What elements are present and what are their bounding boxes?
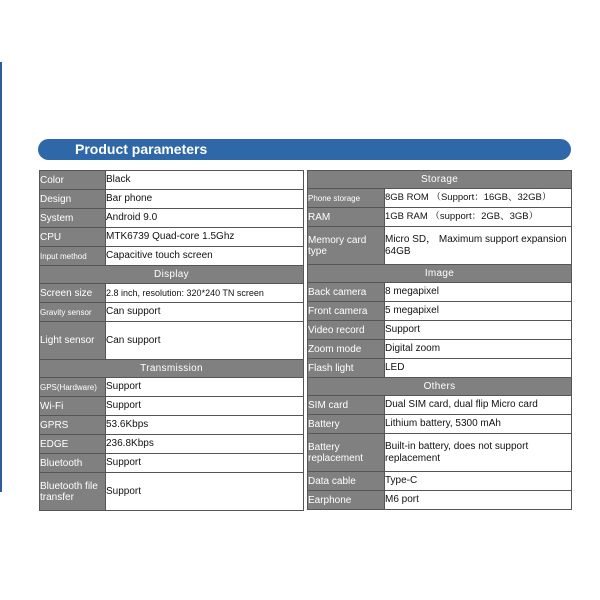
- param-value: 1GB RAM （support：2GB、3GB）: [385, 208, 572, 227]
- param-row-cpu: [40, 228, 304, 247]
- section-title-others: Others: [308, 378, 572, 396]
- param-value: Can support: [106, 322, 304, 360]
- param-value: Android 9.0: [106, 209, 304, 228]
- param-value: Support: [106, 473, 304, 511]
- param-row-ram: [308, 208, 572, 227]
- param-row-front-camera: [308, 302, 572, 321]
- product-parameters-header: [38, 139, 571, 160]
- param-label: Memory card type: [308, 227, 385, 265]
- param-row-battery-replacement: [308, 434, 572, 472]
- param-value: Black: [106, 171, 304, 190]
- section-row-others: [308, 378, 572, 396]
- param-label: Gravity sensor: [40, 303, 106, 322]
- param-row-zoom-mode: [308, 340, 572, 359]
- param-label: Flash light: [308, 359, 385, 378]
- section-row-storage: [308, 171, 572, 189]
- param-value: Digital zoom: [385, 340, 572, 359]
- param-row-video-record: [308, 321, 572, 340]
- param-value: M6 port: [385, 491, 572, 510]
- param-label: EDGE: [40, 435, 106, 454]
- param-value: 8GB ROM （Support：16GB、32GB）: [385, 189, 572, 208]
- page-edge-line: [0, 62, 2, 492]
- param-value: Support: [106, 378, 304, 397]
- param-label: System: [40, 209, 106, 228]
- param-value: Capacitive touch screen: [106, 247, 304, 266]
- param-label: Back camera: [308, 283, 385, 302]
- param-label: GPS(Hardware): [40, 378, 106, 397]
- param-value: Support: [106, 454, 304, 473]
- param-label: SIM card: [308, 396, 385, 415]
- param-label: Front camera: [308, 302, 385, 321]
- param-row-screen-size: [40, 284, 304, 303]
- param-label: Bluetooth: [40, 454, 106, 473]
- param-row-gravity-sensor: [40, 303, 304, 322]
- param-label: Color: [40, 171, 106, 190]
- param-row-system: [40, 209, 304, 228]
- section-title-image: Image: [308, 265, 572, 283]
- param-value: 5 megapixel: [385, 302, 572, 321]
- param-row-design: [40, 190, 304, 209]
- param-value: 236.8Kbps: [106, 435, 304, 454]
- param-row-flash-light: [308, 359, 572, 378]
- param-row-data-cable: [308, 472, 572, 491]
- param-label: Phone storage: [308, 189, 385, 208]
- param-label: CPU: [40, 228, 106, 247]
- param-label: Zoom mode: [308, 340, 385, 359]
- section-title-storage: Storage: [308, 171, 572, 189]
- param-label: Light sensor: [40, 322, 106, 360]
- param-label: Battery: [308, 415, 385, 434]
- section-row-image: [308, 265, 572, 283]
- param-label: Data cable: [308, 472, 385, 491]
- param-value: 2.8 inch, resolution: 320*240 TN screen: [106, 284, 304, 303]
- param-row-input-method: [40, 247, 304, 266]
- param-row-sim-card: [308, 396, 572, 415]
- param-label: Input method: [40, 247, 106, 266]
- param-row-bluetooth-file-transfer: [40, 473, 304, 511]
- section-title-display: Display: [40, 266, 304, 284]
- left-parameter-table: [39, 170, 304, 511]
- param-label: Design: [40, 190, 106, 209]
- param-label: Earphone: [308, 491, 385, 510]
- param-row-gprs: [40, 416, 304, 435]
- param-row-wifi: [40, 397, 304, 416]
- param-value: Built-in battery, does not support replacement: [385, 434, 572, 472]
- param-label: Wi-Fi: [40, 397, 106, 416]
- param-value: Can support: [106, 303, 304, 322]
- section-row-display: [40, 266, 304, 284]
- param-row-edge: [40, 435, 304, 454]
- param-value: Support: [106, 397, 304, 416]
- param-row-memory-card-type: [308, 227, 572, 265]
- param-label: GPRS: [40, 416, 106, 435]
- param-value: Type-C: [385, 472, 572, 491]
- param-row-gps: [40, 378, 304, 397]
- param-row-phone-storage: [308, 189, 572, 208]
- param-row-bluetooth: [40, 454, 304, 473]
- param-row-back-camera: [308, 283, 572, 302]
- param-row-battery: [308, 415, 572, 434]
- param-row-light-sensor: [40, 322, 304, 360]
- param-label: Video record: [308, 321, 385, 340]
- param-label: Bluetooth file transfer: [40, 473, 106, 511]
- section-title-transmission: Transmission: [40, 360, 304, 378]
- param-value: Bar phone: [106, 190, 304, 209]
- param-value: MTK6739 Quad-core 1.5Ghz: [106, 228, 304, 247]
- section-row-transmission: [40, 360, 304, 378]
- param-row-color: [40, 171, 304, 190]
- param-value: Lithium battery, 5300 mAh: [385, 415, 572, 434]
- param-row-earphone: [308, 491, 572, 510]
- param-label: Battery replacement: [308, 434, 385, 472]
- header-title: Product parameters: [75, 141, 208, 157]
- param-label: Screen size: [40, 284, 106, 303]
- param-value: 8 megapixel: [385, 283, 572, 302]
- right-parameter-table: [307, 170, 572, 510]
- param-value: Dual SIM card, dual flip Micro card: [385, 396, 572, 415]
- param-value: 53.6Kbps: [106, 416, 304, 435]
- param-value: Support: [385, 321, 572, 340]
- param-label: RAM: [308, 208, 385, 227]
- param-value: Micro SD， Maximum support expansion 64GB: [385, 227, 572, 265]
- param-value: LED: [385, 359, 572, 378]
